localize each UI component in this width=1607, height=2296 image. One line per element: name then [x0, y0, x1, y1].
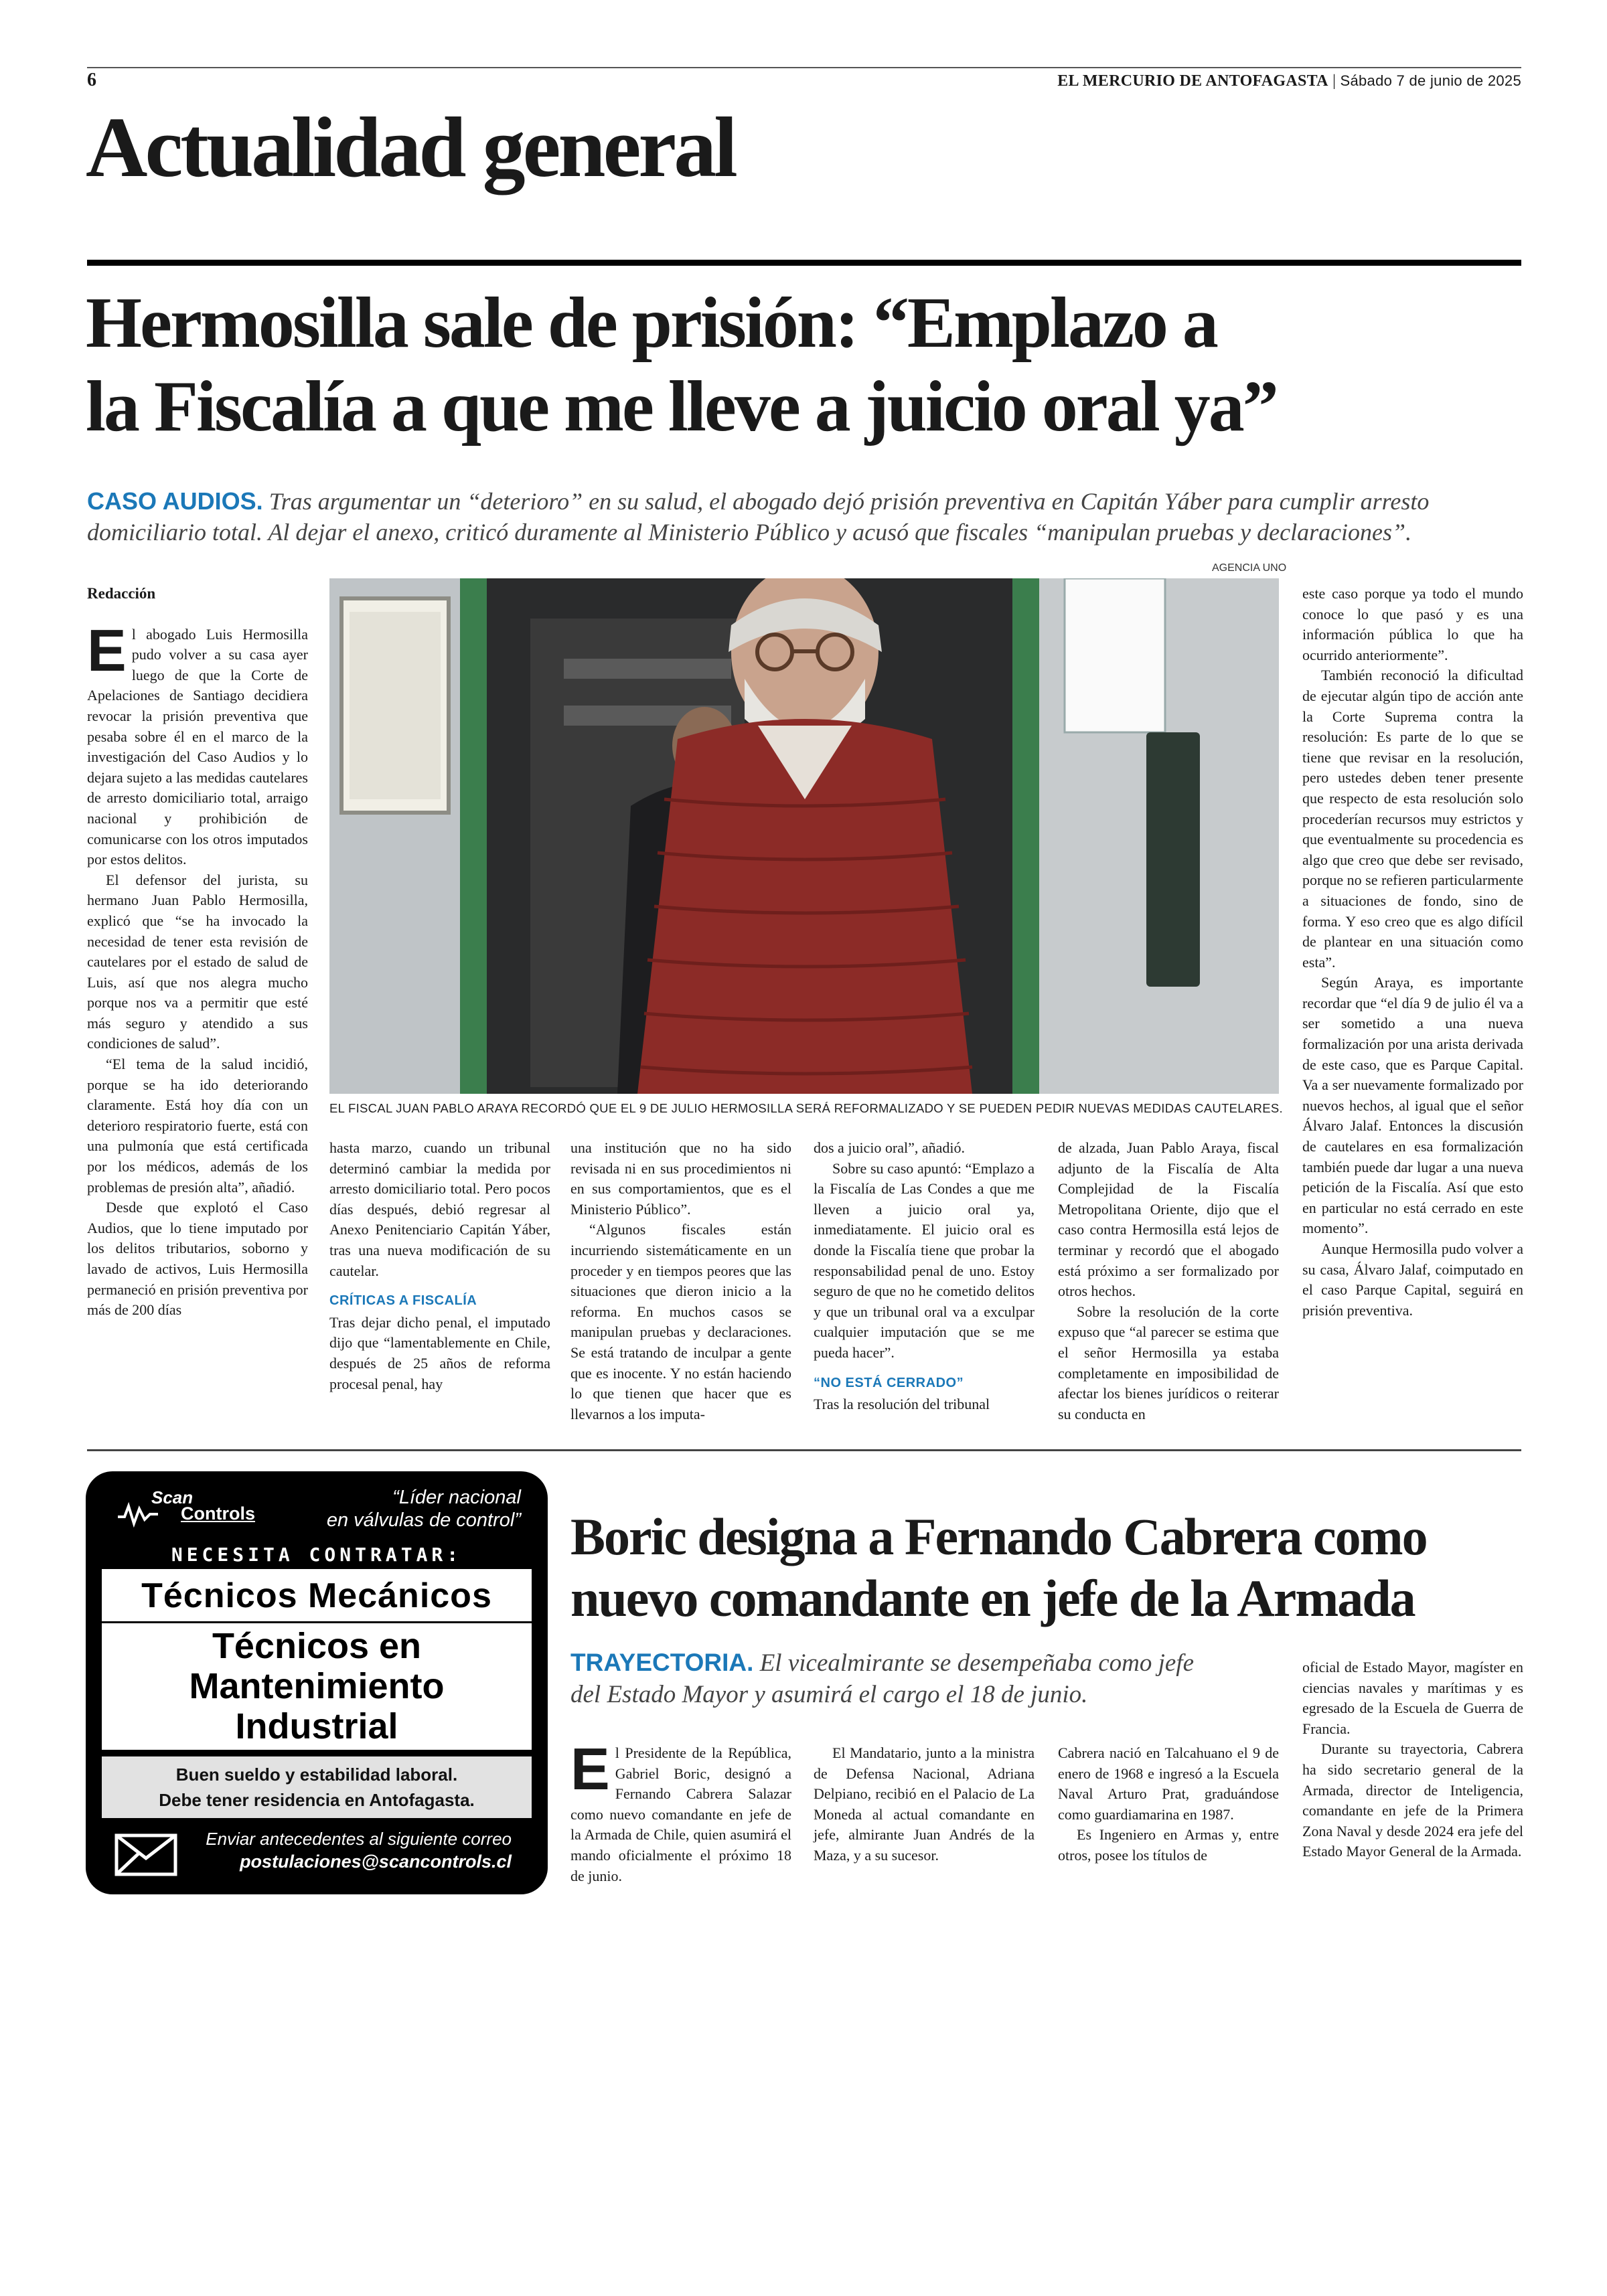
- article1-col3-p1: una institución que no ha sido revisada ni en sus procedimientos ni en sus comportamientos, que es el Ministerio Público”.: [570, 1139, 791, 1218]
- article2-deck: [570, 1647, 1280, 1710]
- photo-credit: AGENCIA UNO: [1212, 562, 1287, 574]
- article1-headline: [86, 281, 1277, 448]
- masthead-date: [1057, 72, 1521, 90]
- ad-brand-scan: Scan: [151, 1487, 194, 1507]
- article1-col4-p1: dos a juicio oral”, añadió.: [814, 1139, 966, 1156]
- top-rule: [87, 67, 1521, 68]
- article1-col1-p1: [87, 617, 308, 870]
- article2-headline-line1: Boric designa a Fernando Cabrera como: [570, 1507, 1427, 1566]
- article1-col4: [814, 1138, 1035, 1415]
- article2-col1-p1: [570, 1736, 791, 1886]
- article2-deck-line1-text: El vicealmirante se desempeñaba como jefe: [759, 1649, 1195, 1677]
- article1-col4-subhead: “NO ESTÁ CERRADO”: [814, 1375, 964, 1390]
- article1-col1-p1-text: l abogado Luis Hermosilla pudo volver a su casa ayer luego de que la Corte de Apelaciones de Santiago decidiera revocar la prisión preventiva que pesaba sobre él en el marco de la investigación del Caso Audios y lo dejara sujeto a las medidas cautelares de arresto domiciliario total, arraigo nacional y prohibición de comunicarse con los otros imputados por estos delitos.: [87, 625, 308, 868]
- masthead-separator: |: [1332, 72, 1341, 90]
- article1-col2-p1: hasta marzo, cuando un tribunal determinó cambiar la medida por arresto domiciliario total. Pero pocos días después, debió regresar al Anexo Penitenciario Capitán Yáber, tras una nueva modificación de su cautelar.: [329, 1139, 550, 1279]
- ad-job2-line2: Mantenimiento: [189, 1666, 445, 1706]
- photo-caption: EL FISCAL JUAN PABLO ARAYA RECORDÓ QUE EL 9 DE JULIO HERMOSILLA SERÁ REFORMALIZADO Y SE PUEDEN PEDIR NUEVAS MEDIDAS CAUTELARES.: [329, 1101, 1283, 1115]
- article1-kicker: CASO AUDIOS.: [87, 487, 263, 515]
- ad-benefits-panel: [102, 1756, 532, 1818]
- section-title: Actualidad general: [86, 100, 735, 195]
- ad-hiring: NECESITA CONTRATAR:: [171, 1544, 463, 1566]
- date: Sábado 7 de junio de 2025: [1340, 72, 1521, 89]
- page-number: 6: [87, 70, 96, 90]
- article1-photo-art: [329, 578, 1279, 1094]
- article2-col1: [570, 1736, 791, 1886]
- article1-photo: [329, 578, 1279, 1094]
- article1-headline-line1: Hermosilla sale de prisión: “Emplazo a: [86, 283, 1217, 363]
- ad-benefit1: Buen sueldo y estabilidad laboral.: [175, 1765, 458, 1785]
- ad-logo: [117, 1487, 304, 1528]
- ad-tagline-line1: “Líder nacional: [392, 1487, 521, 1508]
- article1-col2-subhead: CRÍTICAS A FISCALÍA: [329, 1293, 477, 1309]
- ad-contact-email[interactable]: postulaciones@scancontrols.cl: [240, 1852, 512, 1872]
- article2-headline-line2: nuevo comandante en jefe de la Armada: [570, 1569, 1415, 1627]
- article2-headline: [570, 1506, 1427, 1629]
- article1-headline-line2: la Fiscalía a que me lleve a juicio oral ya”: [86, 367, 1277, 446]
- article1-deck: [87, 486, 1520, 548]
- article2-col3-p1: Cabrera nació en Talcahuano el 9 de enero de 1968 e ingresó a la Escuela Naval Arturo Prat, graduándose como guardiamarina en 1987.: [1058, 1744, 1279, 1823]
- ad-job2-line3: Industrial: [235, 1706, 398, 1746]
- article2-col4: [1302, 1657, 1523, 1862]
- article2-deck-line1: [570, 1647, 1280, 1679]
- article2-col2: [814, 1743, 1035, 1866]
- masthead: EL MERCURIO DE ANTOFAGASTA: [1057, 72, 1328, 90]
- article-divider: [87, 1449, 1521, 1451]
- article1-col6-p1: este caso porque ya todo el mundo conoce lo que pasó y es una información pública lo que ha ocurrido anteriormente”.: [1302, 585, 1523, 663]
- ad-contact-line: Enviar antecedentes al siguiente correo: [206, 1829, 512, 1849]
- article1-col1: [87, 584, 308, 1321]
- ad-job2-line1: Técnicos en: [212, 1626, 422, 1666]
- article1-top-rule: [87, 260, 1521, 266]
- ad-tagline: [280, 1486, 521, 1532]
- article2-kicker: TRAYECTORIA.: [570, 1649, 754, 1676]
- article2-deck-line2: del Estado Mayor y asumirá el cargo el 18 de junio.: [570, 1681, 1088, 1708]
- article1-byline: Redacción: [87, 585, 156, 602]
- article1-col4-p2: Sobre su caso apuntó: “Emplazo a la Fiscalía de Las Condes a que me lleven a juicio oral ya, inmediatamente. El juicio oral es donde la Fiscalía tiene que probar la responsabilidad penal de uno. Estoy seguro de que no he cometido delitos y que un tribunal oral va a exculpar cualquier imputación que se me pueda hacer”.: [814, 1159, 1035, 1361]
- article1-col1-p3: “El tema de la salud incidió, porque se ha ido deteriorando claramente. Está hoy día con un deterioro respiratorio fuerte, está con una pulmonía que está certificada por los médicos, además de los problemas de presión alta”, añadió.: [87, 1056, 308, 1196]
- article1-col1-p4: Desde que explotó el Caso Audios, que lo tiene imputado por los delitos tributarios, soborno y lavado de activos, Luis Hermosilla permaneció en prisión preventiva por más de 200 días: [87, 1199, 308, 1319]
- ad-job1: Técnicos Mecánicos: [141, 1576, 492, 1615]
- article2-col1-p1-text: l Presidente de la República, Gabriel Boric, designó a Fernando Cabrera Salazar como nuevo comandante en jefe de la Armada de Chile, quien asumirá el mando oficialmente el próximo 18 de junio.: [570, 1744, 791, 1884]
- article1-col3-p2: “Algunos fiscales están incurriendo sistemáticamente en un proceder y en tiempos peores que las situaciones que dieron inicio a la reforma. En muchos casos se manipulan pruebas y declaraciones. Se está tratando de inculpar a gente que es inocente. Y no están haciendo lo que tienen que hacer que es llevarnos a los imputa-: [570, 1221, 791, 1422]
- ad-white-panel: [102, 1569, 532, 1750]
- article1-deck-text: Tras argumentar un “deterioro” en su salud, el abogado dejó prisión preventiva en Capitán Yáber para cumplir arresto domiciliario total. Al dejar el anexo, criticó duramente al Ministerio Público y acusó que fiscales “manipulan pruebas y declaraciones”.: [87, 488, 1430, 546]
- article2-col3: [1058, 1743, 1279, 1866]
- article1-col2: [329, 1138, 550, 1394]
- job-ad: [86, 1471, 548, 1894]
- article1-col1-p2: El defensor del jurista, su hermano Juan Pablo Hermosilla, explicó que “se ha invocado la necesidad de tener esta revisión de cautelares por el estado de salud de Luis, así que nos alegra mucho porque nos va a permitir que esté más seguro y atendido a sus condiciones de salud”.: [87, 871, 308, 1052]
- ad-inner-rule: [102, 1621, 532, 1623]
- article1-col6-p2: También reconoció la dificultad de ejecutar algún tipo de acción ante la Corte Suprema contra la resolución: Es parte de lo que se tiene que revisar en la resolución, pero ustedes deben tener presente que respecto de esta resolución solo procederían recursos muy estrictos y que eventualmente su procedencia es algo que creo que debe ser revisado, porque no se refieren particularmente a situaciones de fondo, sino de forma. Y eso creo que es algo difícil de plantear en una situación como esta”.: [1302, 667, 1523, 971]
- ad-benefit2: Debe tener residencia en Antofagasta.: [159, 1790, 475, 1810]
- article1-col6-p3: Según Araya, es importante recordar que “el día 9 de julio él va a ser sometido a una nueva formalización por una arista derivada de este caso, que es Parque Capital. Va a ser nuevamente formalizado por nuevos hechos, al igual que el señor Álvaro Jalaf. Entonces la discusión de cautelares en esa formalización también puede dar lugar a una nueva petición de la Fiscalía. Así que esto en particular no está cerrado en este momento”.: [1302, 974, 1523, 1237]
- article1-col5-p1: de alzada, Juan Pablo Araya, fiscal adjunto de la Fiscalía de Alta Complejidad de la Fiscalía Metropolitana Oriente, dijo que el caso contra Hermosilla está lejos de terminar y recordó que el abogado está próximo a ser formalizado por otros hechos.: [1058, 1139, 1279, 1300]
- ad-brand-controls: Controls: [181, 1503, 255, 1524]
- article1-col5: [1058, 1138, 1279, 1424]
- article1-col3: [570, 1138, 791, 1424]
- article2-col2-p1: El Mandatario, junto a la ministra de Defensa Nacional, Adriana Delpiano, recibió en el Palacio de La Moneda al actual comandante en jefe, almirante Juan Andrés de la Maza, y a su sucesor.: [814, 1744, 1035, 1864]
- article1-col5-p2: Sobre la resolución de la corte expuso que “al parecer se estima que el señor Hermosilla ya estaba completamente en imposibilidad de afectar los bienes jurídicos o reiterar su conducta en: [1058, 1303, 1279, 1422]
- article2-col4-p1: oficial de Estado Mayor, magíster en ciencias navales y marítimas y es egresado de la Escuela de Guerra de Francia.: [1302, 1659, 1523, 1737]
- ad-tagline-line2: en válvulas de control”: [326, 1509, 521, 1531]
- article2-dropcap: E: [570, 1736, 610, 1802]
- article2-col3-p2: Es Ingeniero en Armas y, entre otros, posee los títulos de: [1058, 1826, 1279, 1864]
- ad-contact: [190, 1827, 512, 1873]
- article1-col6-p4: Aunque Hermosilla pudo volver a su casa, Álvaro Jalaf, coimputado en el caso Parque Capital, seguirá en prisión preventiva.: [1302, 1240, 1523, 1319]
- article2-col4-p2: Durante su trayectoria, Cabrera ha sido secretario general de la Armada, director de Inteligencia, comandante en jefe de la Primera Zona Naval y desde 2024 era jefe del Estado Mayor General de la Armada.: [1302, 1740, 1523, 1860]
- article1-col2-p2: Tras dejar dicho penal, el imputado dijo que “lamentablemente en Chile, después de 25 años de reforma procesal penal, hay: [329, 1313, 550, 1392]
- article1-col4-p3: Tras la resolución del tribunal: [814, 1396, 990, 1413]
- article1-dropcap: E: [87, 617, 127, 683]
- article1-col6: [1302, 584, 1523, 1321]
- envelope-icon: [114, 1831, 178, 1878]
